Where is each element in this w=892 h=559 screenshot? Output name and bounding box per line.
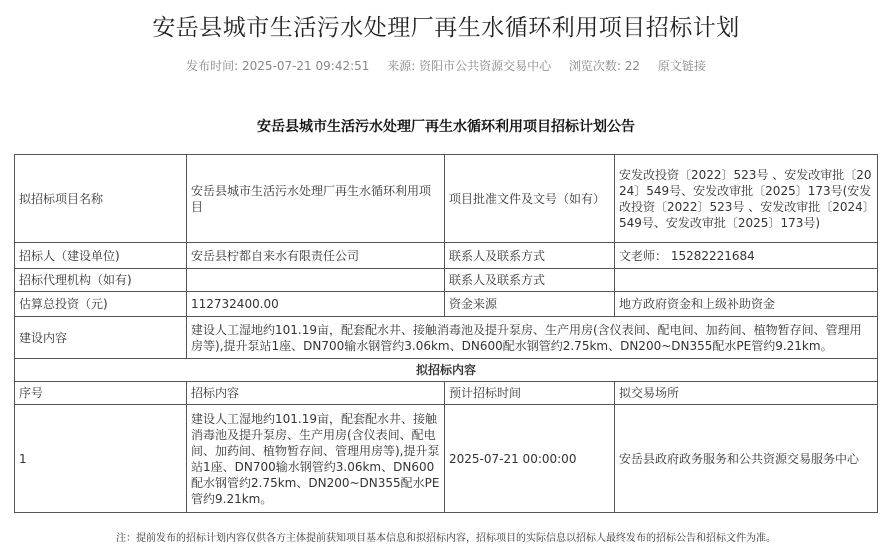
table-row <box>15 359 878 382</box>
footnote: 注：提前发布的招标计划内容仅供各方主体提前获知项目基本信息和拟招标内容，招标项目的实际信息以招标人最终发布的招标公告和招标文件为准。 <box>116 533 776 544</box>
bid-plan-table <box>14 154 878 513</box>
table-header-row <box>15 382 878 405</box>
table-row <box>15 317 878 359</box>
col-header-content: 招标内容 <box>187 382 445 405</box>
contact-value: 文老师： 15282221684 <box>615 243 878 269</box>
agency-label: 招标代理机构（如有) <box>15 269 187 292</box>
contact-label: 联系人及联系方式 <box>445 243 615 269</box>
notice-title: 安岳县城市生活污水处理厂再生水循环利用项目招标计划公告 <box>257 119 635 135</box>
content-value: 建设人工湿地约101.19亩，配套配水井、接触消毒池及提升泵房、生产用房(含仪表间、配电间、加药间、植物暂存间、管理用房等),提升泵站1座、DN700输水钢管约3.06km、DN600配水钢管约2.75km、DN200~DN355配水PE管约9.21km。 <box>187 317 878 359</box>
row-no: 1 <box>15 405 187 513</box>
agency-contact-value <box>615 269 878 292</box>
tenderer-value: 安岳县柠都自来水有限责任公司 <box>187 243 445 269</box>
approval-label: 项目批准文件及文号（如有） <box>445 155 615 243</box>
project-name-value: 安岳县城市生活污水处理厂再生水循环利用项目 <box>187 155 445 243</box>
project-name-label: 拟招标项目名称 <box>15 155 187 243</box>
row-time: 2025-07-21 00:00:00 <box>445 405 615 513</box>
table-row <box>15 155 878 243</box>
original-link[interactable]: 原文链接 <box>657 59 706 73</box>
table-row <box>15 405 878 513</box>
col-header-venue: 拟交易场所 <box>615 382 878 405</box>
agency-value <box>187 269 445 292</box>
table-row <box>15 243 878 269</box>
row-venue: 安岳县政府政务服务和公共资源交易服务中心 <box>615 405 878 513</box>
investment-label: 估算总投资（元) <box>15 292 187 317</box>
section-heading: 拟招标内容 <box>15 359 878 382</box>
col-header-time: 预计招标时间 <box>445 382 615 405</box>
funding-value: 地方政府资金和上级补助资金 <box>615 292 878 317</box>
table-row <box>15 269 878 292</box>
investment-value: 112732400.00 <box>187 292 445 317</box>
publish-time: 发布时间: 2025-07-21 09:42:51 <box>186 59 370 73</box>
view-count: 浏览次数: 22 <box>568 59 641 73</box>
tenderer-label: 招标人（建设单位) <box>15 243 187 269</box>
row-content: 建设人工湿地约101.19亩，配套配水井、接触消毒池及提升泵房、生产用房(含仪表间、配电间、加药间、植物暂存间、管理用房等),提升泵站1座、DN700输水钢管约3.06km、DN600配水钢管约2.75km、DN200~DN355配水PE管约9.21km。 <box>187 405 445 513</box>
source: 来源: 资阳市公共资源交易中心 <box>387 59 552 73</box>
page-title: 安岳县城市生活污水处理厂再生水循环利用项目招标计划 <box>152 15 740 41</box>
col-header-no: 序号 <box>15 382 187 405</box>
content-label: 建设内容 <box>15 317 187 359</box>
funding-label: 资金来源 <box>445 292 615 317</box>
approval-value: 安发改投资〔2022〕523号 、安发改审批〔2024〕549号、安发改审批〔2025〕173号(安发改投资〔2022〕523号 、安发改审批〔2024〕549号、安发改审批〔2025〕173号) <box>615 155 878 243</box>
meta-line <box>0 57 892 74</box>
agency-contact-label: 联系人及联系方式 <box>445 269 615 292</box>
table-row <box>15 292 878 317</box>
